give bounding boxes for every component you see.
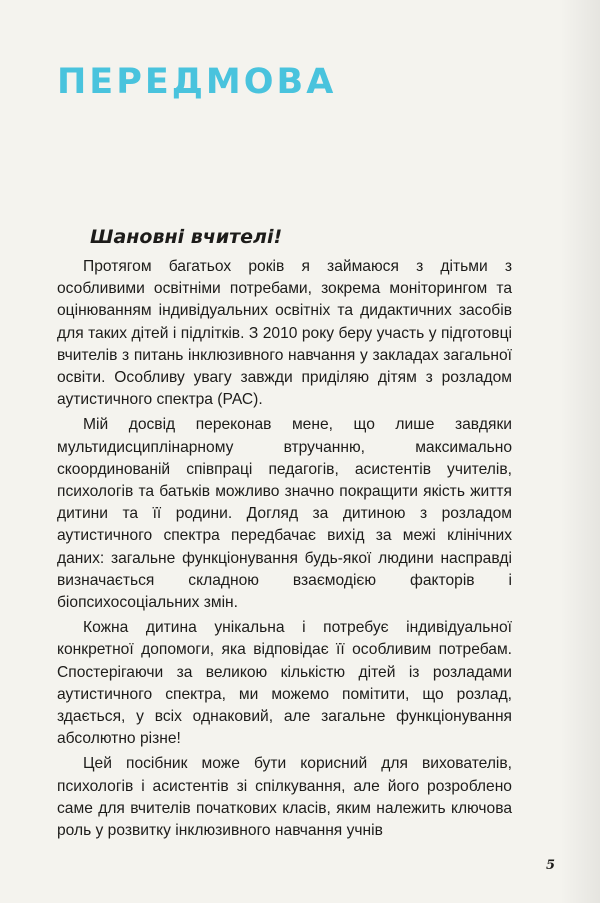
body-text: [57, 256, 512, 845]
paragraph-1: Протягом багатьох років я займаюся з дітьми з особливими освітніми потребами, зокрема моніторингом та оцінюванням індивідуальних освітніх та дидактичних засобів для таких дітей і підлітків. З 2010 року беру участь у підготовці вчителів з питань інклюзивного навчання у закладах загальної освіти. Особливу увагу завжди приділяю дітям з розладом аутистичного спектра (РАС).: [57, 258, 512, 409]
chapter-title: ПЕРЕДМОВА: [57, 62, 337, 102]
greeting-heading: Шановні вчителі!: [90, 226, 283, 248]
paragraph-4: Цей посібник може бути корисний для вихователів, психологів і асистентів зі спілкування, але його розроблено саме для вчителів початкових класів, яким належить ключова роль у розвитку інклюзивного навчання учнів: [57, 755, 512, 840]
paragraph-2: Мій досвід переконав мене, що лише завдяки мультидисциплінарному втручанню, максимально скоординованій співпраці педагогів, асистентів учителів, психологів та батьків можливо значно покращити якість життя дитини та її родини. Догляд за дитиною з розладом аутистичного спектра передбачає вихід за межі клінічних даних: загальне функціонування будь-якої людини насправді визначається складною взаємодією факторів і біопсихосоціальних змін.: [57, 416, 512, 612]
page-edge-shadow: [560, 0, 600, 903]
paragraph-3: Кожна дитина унікальна і потребує індивідуальної конкретної допомоги, яка відповідає її особливим потребам. Спостерігаючи за великою кількістю дітей із розладами аутистичного спектра, ми можемо помітити, що розлад, здається, у всіх однаковий, але загальне функціонування абсолютно різне!: [57, 619, 512, 748]
page-number: 5: [546, 858, 556, 873]
